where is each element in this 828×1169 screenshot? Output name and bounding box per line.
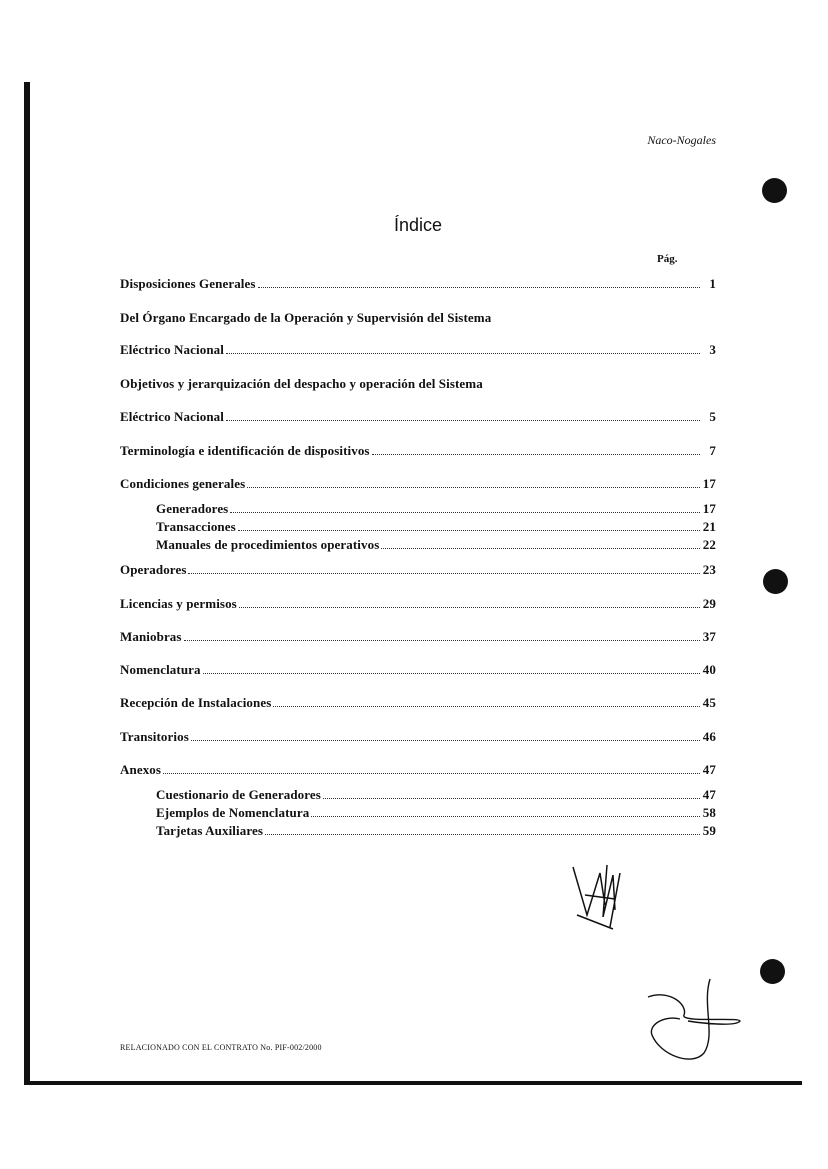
toc-entry[interactable] <box>120 443 716 459</box>
toc-entry-page: 37 <box>702 629 716 644</box>
dot-leader <box>163 773 700 774</box>
toc-entry-label: Anexos <box>120 762 162 777</box>
dot-leader <box>323 798 700 799</box>
table-of-contents <box>120 0 716 900</box>
dot-leader <box>372 454 700 455</box>
page-title: Índice <box>393 215 443 235</box>
toc-entry-page: 23 <box>702 562 716 577</box>
header-location: Naco-Nogales <box>647 133 716 147</box>
toc-entry-page: 45 <box>702 695 716 710</box>
punch-hole-icon <box>763 569 788 594</box>
signature-icon <box>565 855 635 935</box>
dot-leader <box>191 740 700 741</box>
page-column-label: Pág. <box>657 253 678 265</box>
toc-entry-label: Condiciones generales <box>120 476 246 491</box>
toc-subentry[interactable] <box>156 787 716 803</box>
toc-entry-label: Operadores <box>120 562 187 577</box>
toc-entry-label: Objetivos y jerarquización del despacho y operación del Sistema <box>120 376 483 391</box>
toc-entry[interactable] <box>120 376 716 392</box>
toc-entry-label: Ejemplos de Nomenclatura <box>156 805 310 820</box>
toc-entry[interactable] <box>120 476 716 492</box>
toc-entry-page: 21 <box>702 519 716 534</box>
toc-subentry[interactable] <box>156 537 716 553</box>
toc-entry-page: 46 <box>702 729 716 744</box>
toc-entry-label: Eléctrico Nacional <box>120 342 224 357</box>
toc-entry[interactable] <box>120 342 716 358</box>
toc-entry-page: 1 <box>709 276 716 291</box>
toc-entry[interactable] <box>120 596 716 612</box>
toc-entry[interactable] <box>120 729 716 745</box>
dot-leader <box>273 706 700 707</box>
toc-entry[interactable] <box>120 762 716 778</box>
toc-entry[interactable] <box>120 310 716 326</box>
toc-entry-page: 7 <box>709 443 716 458</box>
toc-entry-label: Eléctrico Nacional <box>120 409 224 424</box>
toc-entry-label: Nomenclatura <box>120 662 201 677</box>
dot-leader <box>188 573 700 574</box>
scan-bottom-edge <box>24 1081 802 1085</box>
dot-leader <box>381 548 700 549</box>
toc-entry[interactable] <box>120 629 716 645</box>
dot-leader <box>226 420 700 421</box>
dot-leader <box>311 816 700 817</box>
dot-leader <box>265 834 700 835</box>
toc-entry-page: 22 <box>702 537 716 552</box>
toc-entry-page: 17 <box>702 501 716 516</box>
toc-subentry[interactable] <box>156 519 716 535</box>
toc-entry-label: Transacciones <box>156 519 236 534</box>
toc-entry-page: 5 <box>709 409 716 424</box>
punch-hole-icon <box>760 959 785 984</box>
dot-leader <box>238 530 700 531</box>
toc-entry-label: Generadores <box>156 501 229 516</box>
dot-leader <box>226 353 700 354</box>
signature-icon <box>640 975 750 1070</box>
toc-entry-label: Maniobras <box>120 629 182 644</box>
toc-entry-page: 47 <box>702 787 716 802</box>
toc-subentry[interactable] <box>156 823 716 839</box>
toc-entry[interactable] <box>120 662 716 678</box>
toc-entry-label: Licencias y permisos <box>120 596 237 611</box>
toc-entry[interactable] <box>120 409 716 425</box>
toc-entry-page: 59 <box>702 823 716 838</box>
dot-leader <box>258 287 700 288</box>
toc-entry-label: Manuales de procedimientos operativos <box>156 537 380 552</box>
toc-entry-label: Transitorios <box>120 729 189 744</box>
toc-entry-page: 3 <box>709 342 716 357</box>
toc-entry[interactable] <box>120 276 716 292</box>
toc-entry-page: 47 <box>702 762 716 777</box>
dot-leader <box>230 512 700 513</box>
dot-leader <box>203 673 700 674</box>
toc-subentry[interactable] <box>156 501 716 517</box>
toc-entry-label: Terminología e identificación de dispositivos <box>120 443 370 458</box>
toc-subentry[interactable] <box>156 805 716 821</box>
toc-entry-label: Del Órgano Encargado de la Operación y Supervisión del Sistema <box>120 310 492 325</box>
toc-entry-label: Disposiciones Generales <box>120 276 256 291</box>
punch-hole-icon <box>762 178 787 203</box>
footer-contract: RELACIONADO CON EL CONTRATO No. PIF-002/2000 <box>120 1043 322 1052</box>
toc-entry-page: 29 <box>702 596 716 611</box>
dot-leader <box>239 607 700 608</box>
toc-entry-page: 17 <box>702 476 716 491</box>
toc-entry-label: Recepción de Instalaciones <box>120 695 272 710</box>
toc-entry-page: 40 <box>702 662 716 677</box>
toc-entry[interactable] <box>120 695 716 711</box>
toc-entry-label: Tarjetas Auxiliares <box>156 823 263 838</box>
dot-leader <box>184 640 700 641</box>
toc-entry-page: 58 <box>702 805 716 820</box>
toc-entry[interactable] <box>120 562 716 578</box>
dot-leader <box>247 487 700 488</box>
toc-entry-label: Cuestionario de Generadores <box>156 787 321 802</box>
